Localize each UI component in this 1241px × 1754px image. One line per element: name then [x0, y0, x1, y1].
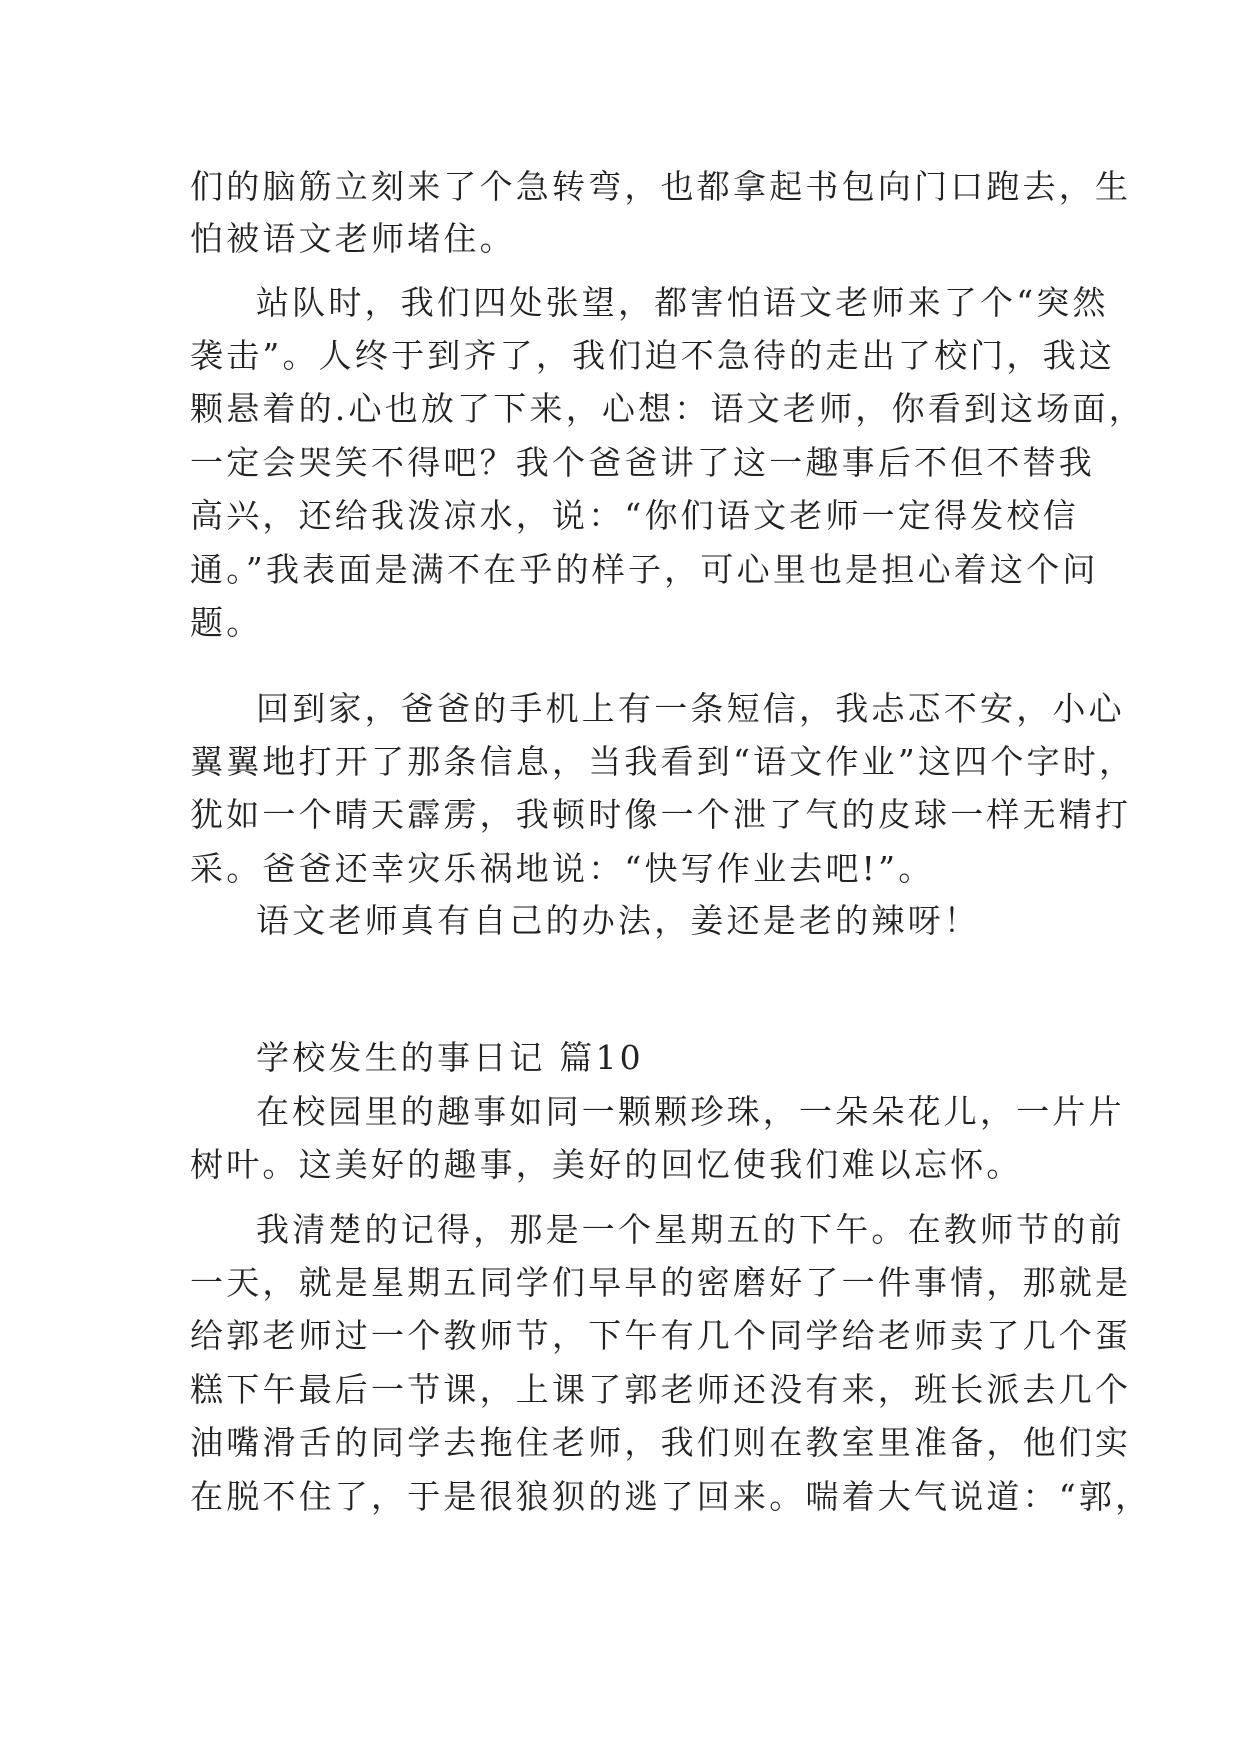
text-line-7: 高兴，还给我泼凉水，说：“你们语文老师一定得发校信 — [190, 496, 1079, 535]
text-line-13: 采。爸爸还幸灾乐祸地说：“快写作业去吧!”。 — [190, 849, 935, 888]
text-line-10: 回到家，爸爸的手机上有一条短信，我忐忑不安，小心 — [256, 689, 1125, 728]
text-line-1: 们的脑筋立刻来了个急转弯，也都拿起书包向门口跑去，生 — [190, 167, 1132, 206]
text-line-18: 我清楚的记得，那是一个星期五的下午。在教师节的前 — [256, 1210, 1125, 1249]
text-line-23: 在脱不住了，于是很狼狈的逃了回来。喘着大气说道：“郭， — [190, 1477, 1152, 1516]
section-heading: 学校发生的事日记 篇10 — [256, 1038, 644, 1077]
text-line-16: 在校园里的趣事如同一颗颗珍珠，一朵朵花儿，一片片 — [256, 1092, 1125, 1131]
text-line-8: 通。”我表面是满不在乎的样子，可心里也是担心着这个问 — [190, 550, 1099, 589]
text-line-4: 袭击”。人终于到齐了，我们迫不急待的走出了校门，我这 — [190, 336, 1116, 375]
text-line-22: 油嘴滑舌的同学去拖住老师，我们则在教室里准备，他们实 — [190, 1423, 1132, 1462]
text-line-9: 题。 — [190, 603, 263, 642]
text-line-2: 怕被语文老师堵住。 — [190, 219, 516, 258]
text-line-6: 一定会哭笑不得吧？我个爸爸讲了这一趣事后不但不替我 — [190, 443, 1095, 482]
text-line-20: 给郭老师过一个教师节，下午有几个同学给老师卖了几个蛋 — [190, 1316, 1132, 1355]
text-line-14: 语文老师真有自己的办法，姜还是老的辣呀！ — [256, 901, 980, 940]
text-line-17: 树叶。这美好的趣事，美好的回忆使我们难以忘怀。 — [190, 1145, 1023, 1184]
text-line-5: 颗悬着的.心也放了下来，心想：语文老师，你看到这场面， — [190, 389, 1145, 428]
text-line-11: 翼翼地打开了那条信息，当我看到“语文作业”这四个字时， — [190, 742, 1136, 781]
text-line-12: 犹如一个晴天霹雳，我顿时像一个泄了气的皮球一样无精打 — [190, 795, 1132, 834]
text-line-21: 糕下午最后一节课，上课了郭老师还没有来，班长派去几个 — [190, 1370, 1132, 1409]
text-line-3: 站队时，我们四处张望，都害怕语文老师来了个“突然 — [256, 283, 1109, 322]
text-line-19: 一天，就是星期五同学们早早的密磨好了一件事情，那就是 — [190, 1263, 1132, 1302]
